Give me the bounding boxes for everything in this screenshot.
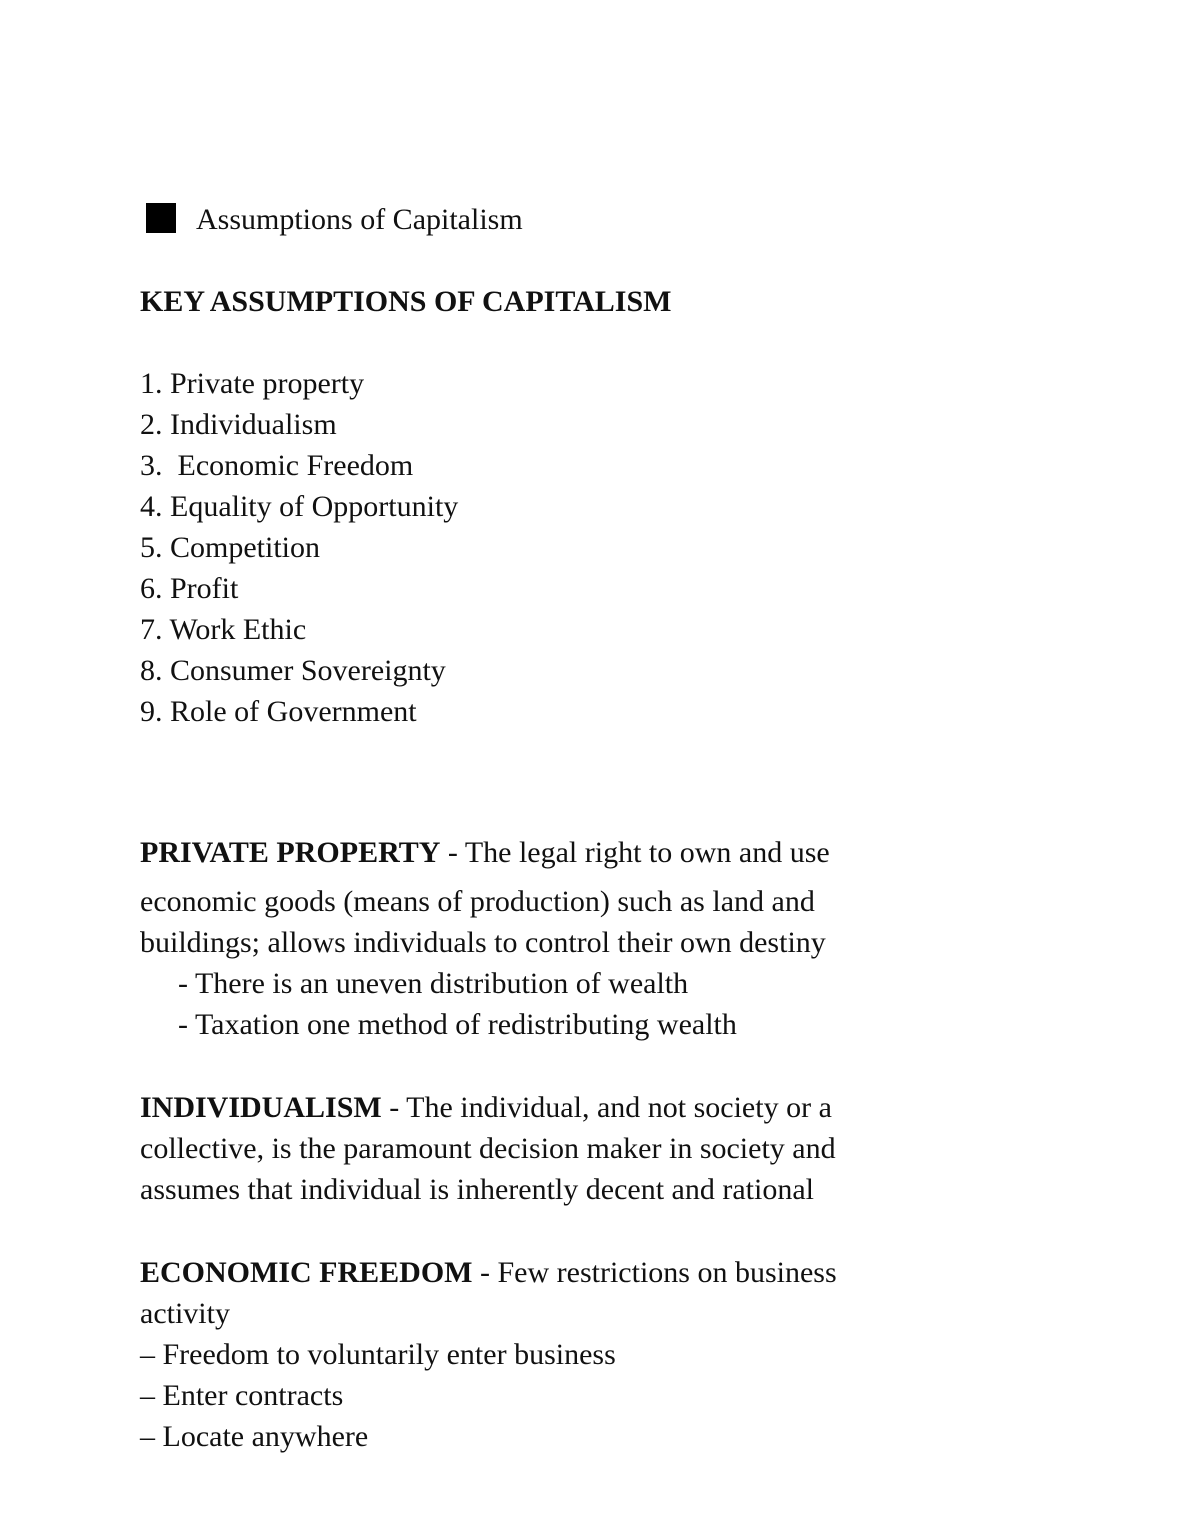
term: ECONOMIC FREEDOM: [140, 1256, 473, 1289]
document-title: [140, 199, 523, 240]
definition: - The individual, and not society or a: [381, 1091, 832, 1124]
list-item: 7. Work Ethic: [140, 613, 307, 646]
list-item: 2. Individualism: [140, 408, 337, 441]
definition: - The legal right to own and use: [440, 836, 830, 869]
square-bullet-icon: [146, 203, 176, 233]
definition-line: collective, is the paramount decision maker in society and: [140, 1132, 836, 1165]
assumptions-list: [140, 363, 458, 732]
definition-line: assumes that individual is inherently decent and rational: [140, 1173, 814, 1206]
private-property-section: [140, 832, 830, 1045]
bullet-item: – Freedom to voluntarily enter business: [140, 1338, 616, 1371]
list-item: 8. Consumer Sovereignty: [140, 654, 446, 687]
bullet-item: – Locate anywhere: [140, 1420, 369, 1453]
bullet-item: – Enter contracts: [140, 1379, 344, 1412]
title-text: Assumptions of Capitalism: [196, 203, 523, 236]
term: PRIVATE PROPERTY: [140, 836, 441, 869]
definition: - Few restrictions on business: [472, 1256, 837, 1289]
list-item: 3. Economic Freedom: [140, 449, 414, 482]
list-item: 6. Profit: [140, 572, 239, 605]
list-item: 5. Competition: [140, 531, 320, 564]
section-heading: KEY ASSUMPTIONS OF CAPITALISM: [140, 285, 672, 318]
definition-line: economic goods (means of production) such as land and: [140, 885, 815, 918]
bullet-item: - There is an uneven distribution of wealth: [178, 967, 689, 1000]
definition-line: buildings; allows individuals to control their own destiny: [140, 926, 826, 959]
bullet-item: - Taxation one method of redistributing wealth: [178, 1008, 737, 1041]
list-item: 4. Equality of Opportunity: [140, 490, 459, 523]
term: INDIVIDUALISM: [140, 1091, 382, 1124]
individualism-section: [140, 1087, 836, 1210]
definition-line: activity: [140, 1297, 230, 1330]
economic-freedom-section: [140, 1252, 837, 1457]
list-item: 1. Private property: [140, 367, 365, 400]
list-item: 9. Role of Government: [140, 695, 417, 728]
